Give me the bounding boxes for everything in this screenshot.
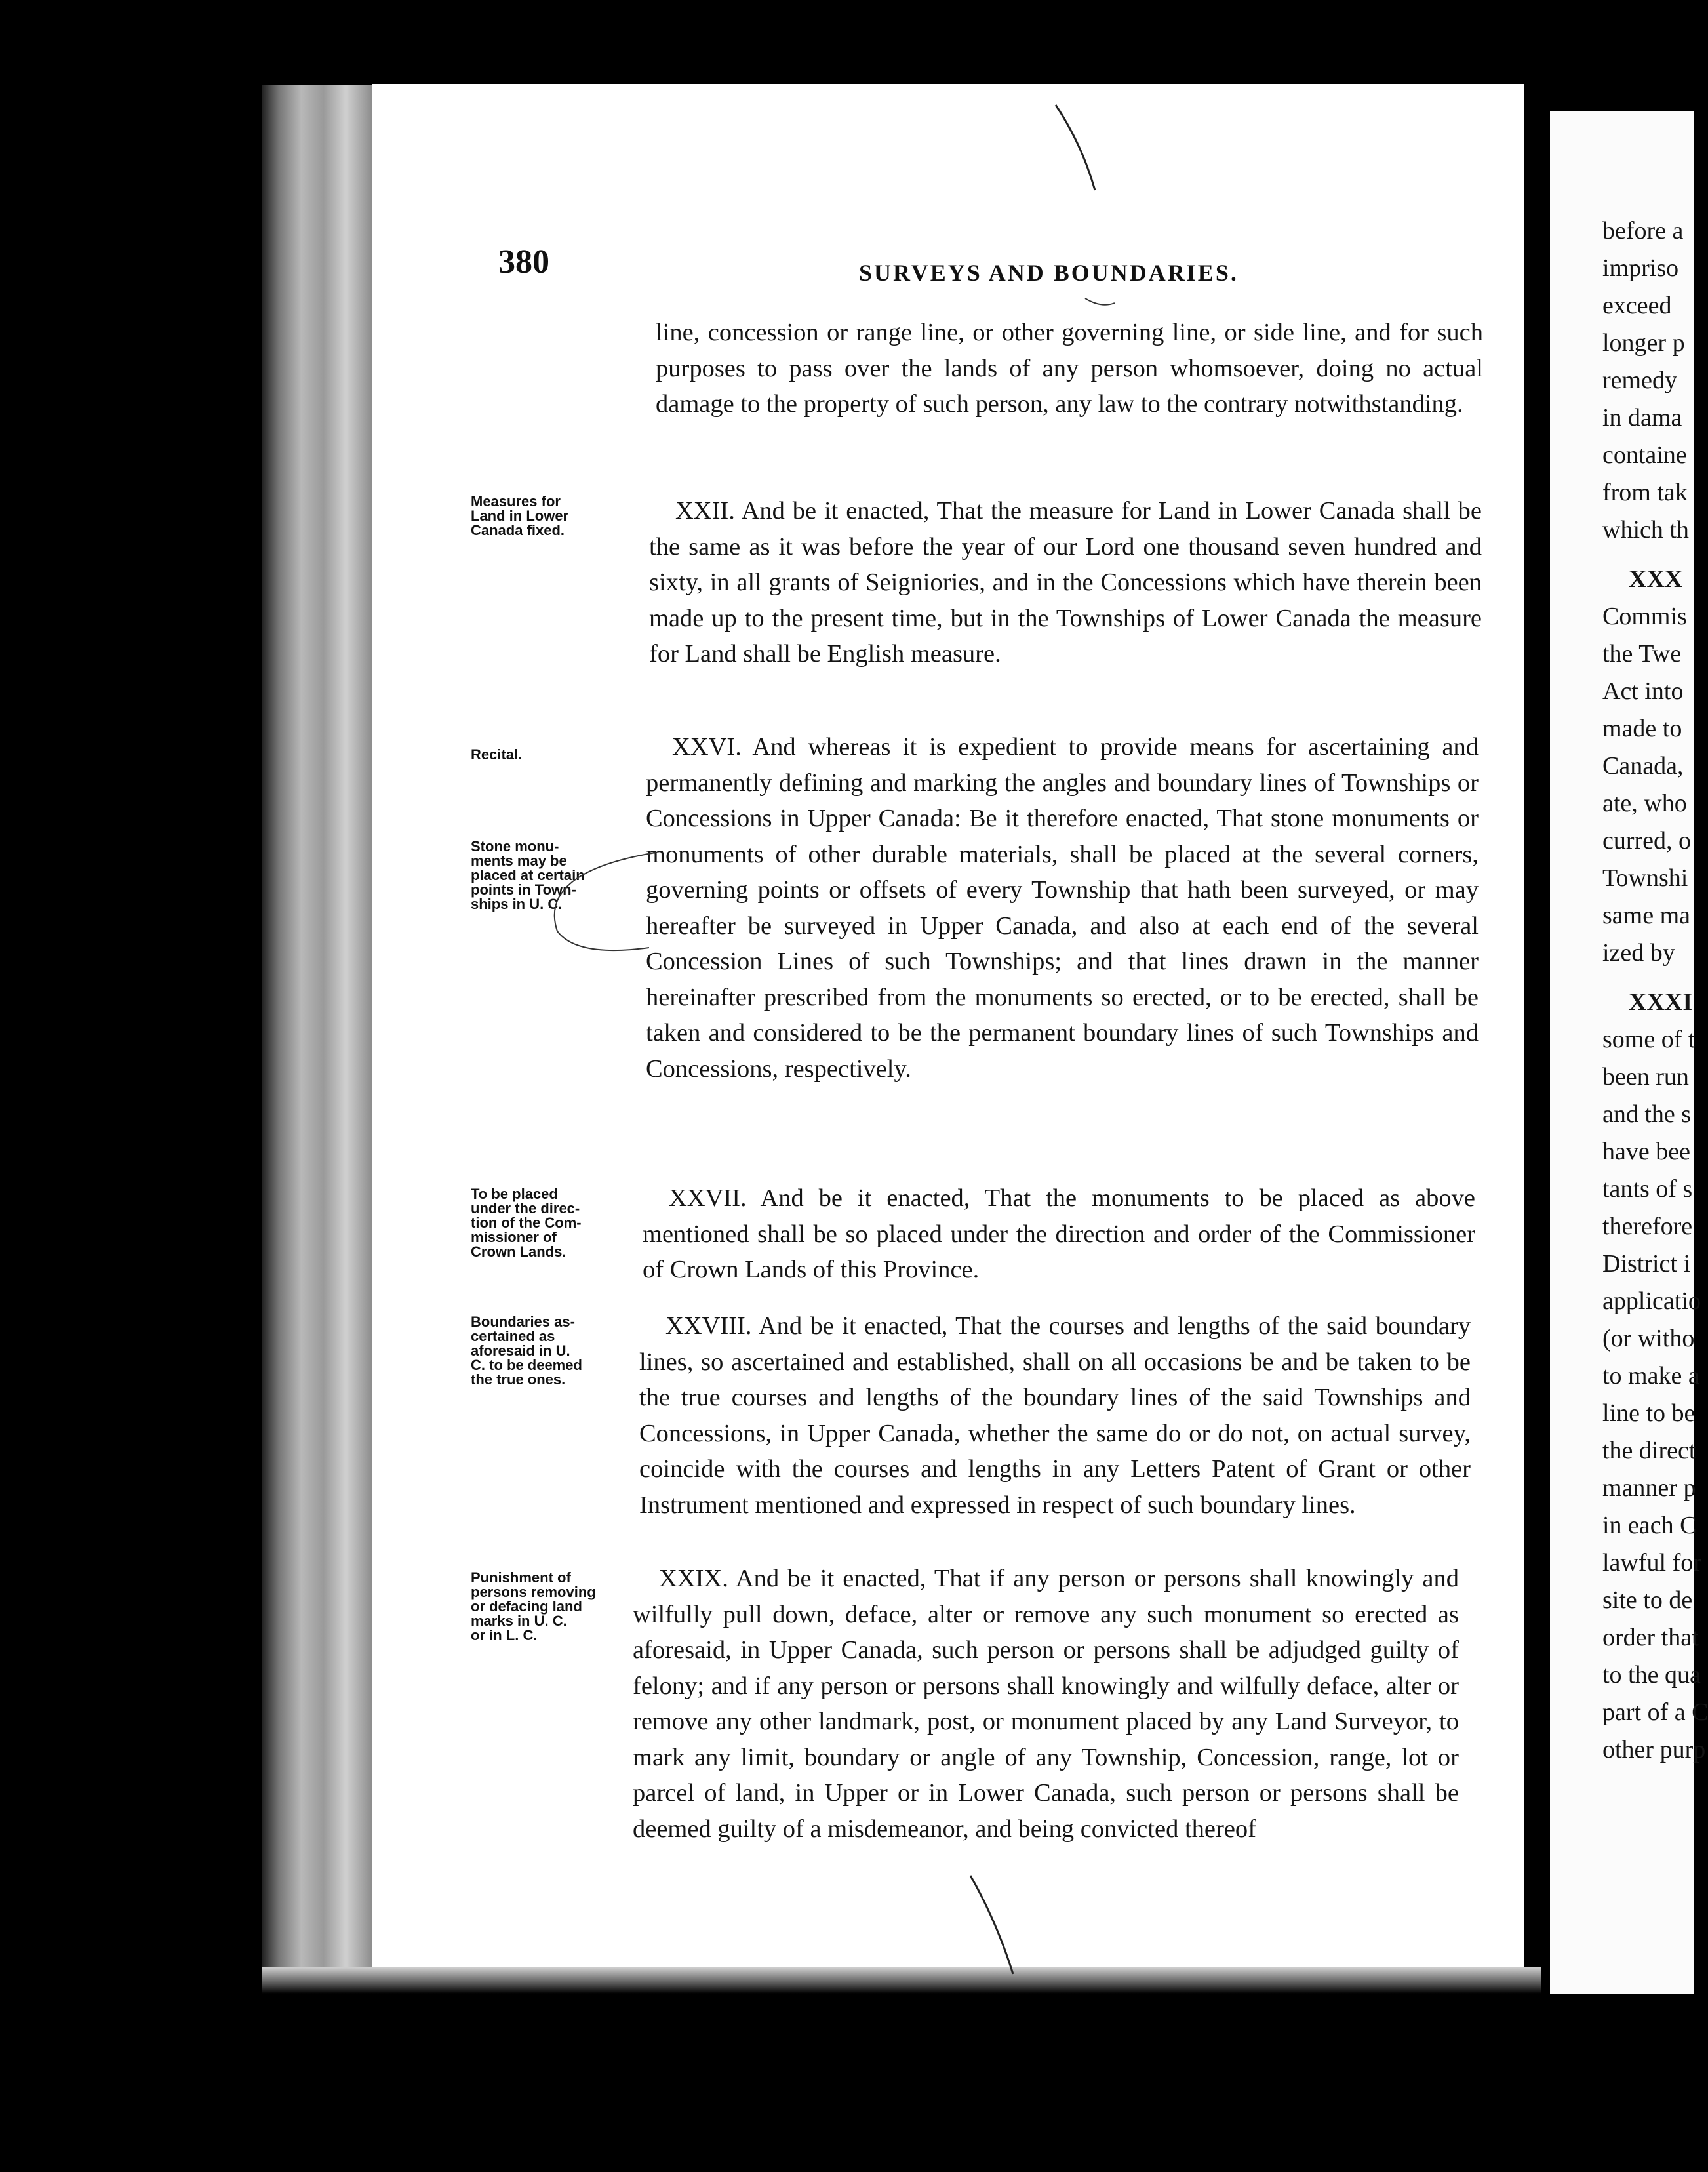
- facing-page-line: Commis: [1602, 603, 1687, 630]
- facing-page-line: ized by: [1602, 939, 1675, 967]
- facing-page-line: other purp: [1602, 1736, 1706, 1763]
- facing-page-line: applicatio: [1602, 1287, 1701, 1315]
- margin-note-stone-monuments: Stone monu- ments may be placed at certain points in Town- ships in U. C.: [471, 838, 585, 912]
- facing-page-line: impriso: [1602, 254, 1679, 282]
- facing-page-line: line to be: [1602, 1399, 1696, 1427]
- facing-page-line: site to de: [1602, 1586, 1693, 1614]
- paragraph-section-xxvi: XXVI. And whereas it is expedient to provide means for ascertaining and permanently defining and marking the angles and boundary lines of Townships or Concessions in Upper Canada: Be it therefore enacted, That stone monuments or monuments of other durable materials, shall be placed at the several corners, governing points or offsets of every Township that hath been surveyed, or may hereafter be surveyed in Upper Canada, and also at each end of the several Concession Lines of such Townships; and that lines drawn in the manner hereinafter prescribed from the monuments so erected, or to be erected, shall be taken and considered to be the permanent boundary lines of such Townships and Concessions, respectively.: [646, 733, 1479, 1083]
- facing-page-line: manner p: [1602, 1474, 1696, 1502]
- facing-page-line: lawful for: [1602, 1549, 1701, 1577]
- paragraph-section-xxviii: XXVIII. And be it enacted, That the courses and lengths of the said boundary lines, so ascertained and established, shall on all occasions be and be taken to be the true courses and lengths of the boundary lines of the said Townships and Concessions, in Upper Canada, whether the same do or do not, on actual survey, coincide with the courses and lengths in any Letters Patent of Grant or other Instrument mentioned and expressed in respect of such boundary lines.: [639, 1312, 1471, 1519]
- facing-page-line: the direct: [1602, 1437, 1696, 1464]
- paragraph-section-xxix: XXIX. And be it enacted, That if any person or persons shall knowingly and wilfully pull down, deface, alter or remove any such monument so erected as aforesaid, in Upper Canada, such person or persons shall be adjudged guilty of felony; and if any person or persons shall knowingly and wilfully deface, alter or remove any other landmark, post, or monument placed by any Land Surveyor, to mark any limit, boundary or angle of any Township, Concession, range, lot or parcel of land, in Upper or in Lower Canada, such person or persons shall be deemed guilty of a misdemeanor, and being convicted thereof: [633, 1565, 1459, 1843]
- facing-page-fragment: [1550, 111, 1708, 1994]
- facing-page-line: which th: [1602, 516, 1689, 544]
- facing-page-line: containe: [1602, 441, 1687, 469]
- facing-page-line: District i: [1602, 1250, 1691, 1277]
- facing-page-line: longer p: [1602, 329, 1685, 357]
- margin-note-measures: Measures for Land in Lower Canada fixed.: [471, 493, 569, 538]
- facing-page-line: Canada,: [1602, 752, 1684, 780]
- facing-page-line: same ma: [1602, 902, 1691, 929]
- facing-page-line: tants of s: [1602, 1175, 1693, 1203]
- facing-page-line: before a: [1602, 217, 1684, 245]
- page-number: 380: [498, 243, 549, 281]
- facing-page-line: and the s: [1602, 1100, 1692, 1128]
- facing-page-line: Act into: [1602, 677, 1684, 705]
- margin-note-commissioner: To be placed under the direc- tion of the Com- missioner of Crown Lands.: [471, 1186, 582, 1260]
- facing-page-line: to make a: [1602, 1362, 1699, 1390]
- facing-page-line: curred, o: [1602, 827, 1692, 855]
- facing-page-line: part of a C: [1602, 1699, 1708, 1726]
- margin-note-recital: Recital.: [471, 746, 523, 763]
- paragraph-continuation: line, concession or range line, or other governing line, or side line, and for such purposes to pass over the lands of any person whomsoever, doing no actual damage to the property of such person, any law to the contrary notwithstanding.: [656, 319, 1483, 418]
- facing-page-line: in each C: [1602, 1512, 1697, 1539]
- facing-page-line: the Twe: [1602, 640, 1682, 668]
- facing-page-line: made to: [1602, 715, 1682, 742]
- running-head: SURVEYS AND BOUNDARIES.: [859, 260, 1239, 286]
- facing-page-line: from tak: [1602, 479, 1688, 506]
- facing-page-line: in dama: [1602, 404, 1682, 432]
- facing-page-line: XXXI: [1629, 988, 1693, 1016]
- facing-page-line: some of t: [1602, 1026, 1696, 1053]
- facing-page-line: (or witho: [1602, 1325, 1695, 1352]
- facing-page-line: Townshi: [1602, 864, 1688, 892]
- facing-page-line: therefore: [1602, 1213, 1693, 1240]
- paragraph-section-xxvii: XXVII. And be it enacted, That the monuments to be placed as above mentioned shall be so placed under the direction and order of the Commissioner of Crown Lands of this Province.: [643, 1184, 1475, 1283]
- facing-page-line: have bee: [1602, 1138, 1690, 1165]
- margin-note-punishment: Punishment of persons removing or defacing land marks in U. C. or in L. C.: [471, 1569, 596, 1643]
- facing-page-line: XXX: [1629, 565, 1683, 593]
- margin-note-boundaries: Boundaries as- certained as aforesaid in U. C. to be deemed the true ones.: [471, 1314, 582, 1388]
- paragraph-section-xxii: XXII. And be it enacted, That the measure for Land in Lower Canada shall be the same as it was before the year of our Lord one thousand seven hundred and sixty, in all grants of Seigniories, and in the Concessions which have therein been made up to the present time, but in the Townships of Lower Canada the measure for Land shall be English measure.: [649, 497, 1482, 668]
- facing-page-line: to the qua: [1602, 1661, 1701, 1689]
- facing-page-line: ate, who: [1602, 790, 1687, 817]
- facing-page-line: remedy: [1602, 367, 1677, 394]
- facing-page-line: exceed: [1602, 292, 1672, 319]
- facing-page-line: order that: [1602, 1624, 1699, 1651]
- facing-page-line: been run: [1602, 1063, 1689, 1091]
